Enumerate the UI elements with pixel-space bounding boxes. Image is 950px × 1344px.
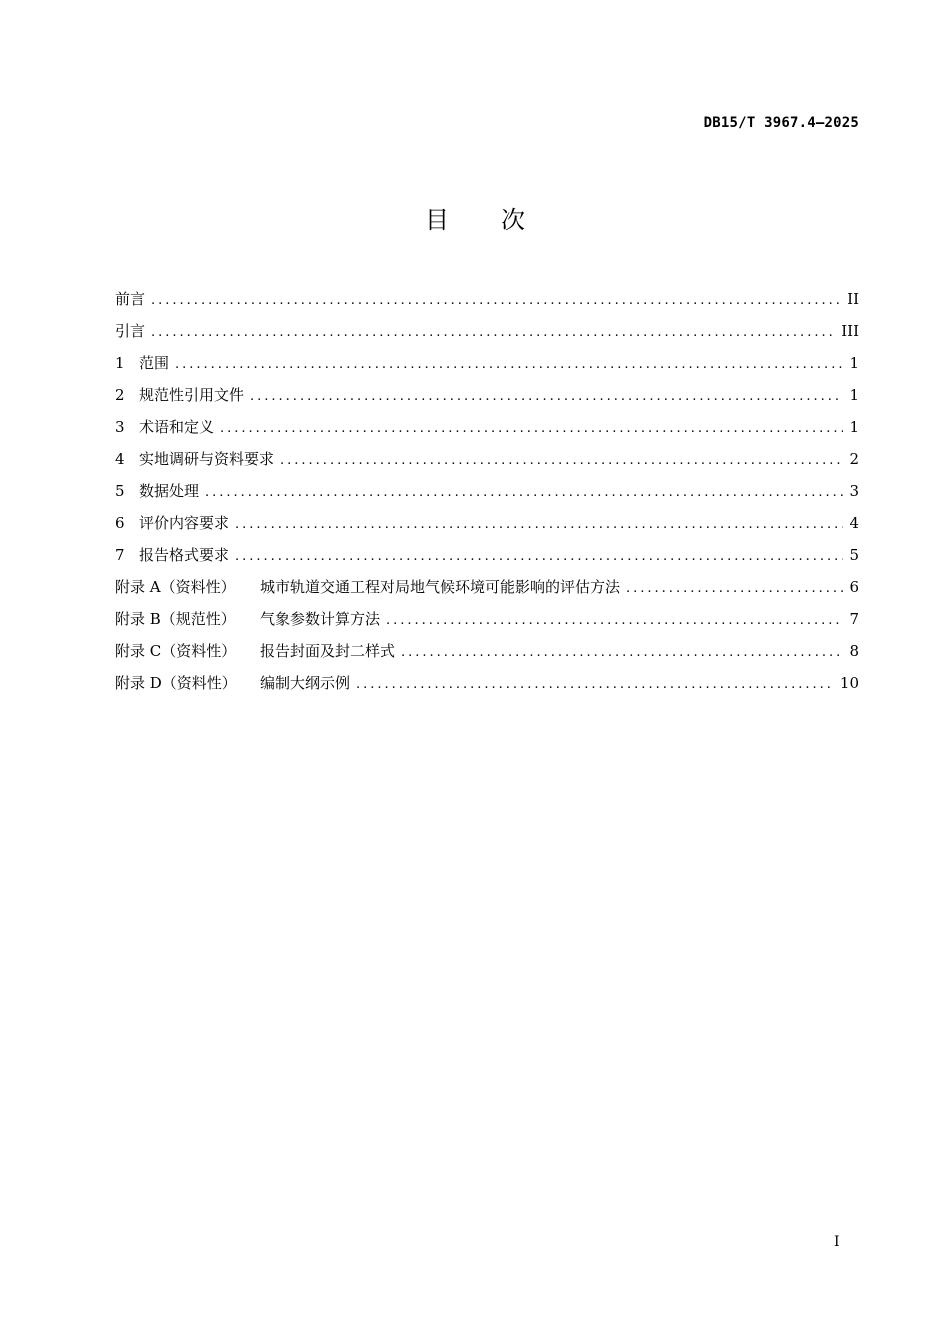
dot-leader [626, 573, 843, 605]
toc-entry-5[interactable] [115, 475, 859, 507]
appendix-prefix: 附录 D（资料性） [115, 674, 237, 692]
toc-entry-introduction[interactable] [115, 315, 859, 347]
appendix-prefix: 附录 A（资料性） [115, 578, 236, 596]
dot-leader [250, 381, 843, 413]
dot-leader [235, 509, 843, 541]
toc-page: 1 [849, 354, 859, 372]
dot-leader [401, 637, 843, 669]
toc-entry-2[interactable] [115, 379, 859, 411]
dot-leader [280, 445, 843, 477]
toc-entry-appendix-d[interactable] [115, 667, 859, 699]
toc-page: 4 [849, 514, 859, 532]
toc-label: 评价内容要求 [139, 514, 230, 532]
toc-number: 1 [115, 354, 125, 372]
toc-page: 1 [849, 386, 859, 404]
toc-number: 7 [115, 546, 125, 564]
toc-page: 6 [849, 578, 859, 596]
toc-entry-7[interactable] [115, 539, 859, 571]
toc-page: 2 [849, 450, 859, 468]
toc-entry-4[interactable] [115, 443, 859, 475]
appendix-prefix: 附录 B（规范性） [115, 610, 236, 628]
dot-leader [220, 413, 843, 445]
toc-page: II [847, 290, 859, 308]
dot-leader [151, 317, 835, 349]
appendix-prefix: 附录 C（资料性） [115, 642, 237, 660]
toc-entry-foreword[interactable] [115, 283, 859, 315]
toc-entry-3[interactable] [115, 411, 859, 443]
toc-entry-1[interactable] [115, 347, 859, 379]
toc-page: 5 [849, 546, 859, 564]
toc-entry-6[interactable] [115, 507, 859, 539]
toc-page: 10 [839, 674, 859, 692]
dot-leader [356, 669, 834, 701]
toc-label: 规范性引用文件 [139, 386, 245, 404]
toc-label: 城市轨道交通工程对局地气候环境可能影响的评估方法 [260, 578, 621, 596]
dot-leader [175, 349, 843, 381]
toc-label: 气象参数计算方法 [260, 610, 381, 628]
toc-label: 报告封面及封二样式 [260, 642, 396, 660]
dot-leader [151, 285, 841, 317]
toc-entry-appendix-b[interactable] [115, 603, 859, 635]
toc-label: 数据处理 [139, 482, 200, 500]
toc-entry-appendix-c[interactable] [115, 635, 859, 667]
toc-label: 范围 [139, 354, 170, 372]
dot-leader [205, 477, 843, 509]
toc-number: 3 [115, 418, 125, 436]
toc-number: 2 [115, 386, 125, 404]
title-char-2: 次 [501, 206, 525, 234]
toc-label: 术语和定义 [139, 418, 215, 436]
toc-entry-appendix-a[interactable] [115, 571, 859, 603]
page-title [0, 200, 950, 235]
toc-page: 8 [849, 642, 859, 660]
page-number: I [834, 1234, 840, 1250]
document-code: DB15/T 3967.4—2025 [703, 115, 859, 131]
toc-label: 实地调研与资料要求 [139, 450, 275, 468]
toc-number: 4 [115, 450, 125, 468]
toc-label: 前言 [115, 290, 146, 308]
toc-number: 5 [115, 482, 125, 500]
toc-page: 1 [849, 418, 859, 436]
toc-label: 报告格式要求 [139, 546, 230, 564]
dot-leader [235, 541, 843, 573]
toc-page: III [841, 322, 859, 340]
toc-number: 6 [115, 514, 125, 532]
toc-label: 编制大纲示例 [260, 674, 351, 692]
toc-page: 3 [849, 482, 859, 500]
toc-label: 引言 [115, 322, 146, 340]
dot-leader [386, 605, 843, 637]
toc-page: 7 [849, 610, 859, 628]
table-of-contents [115, 283, 859, 699]
title-char-1: 目 [425, 206, 449, 234]
